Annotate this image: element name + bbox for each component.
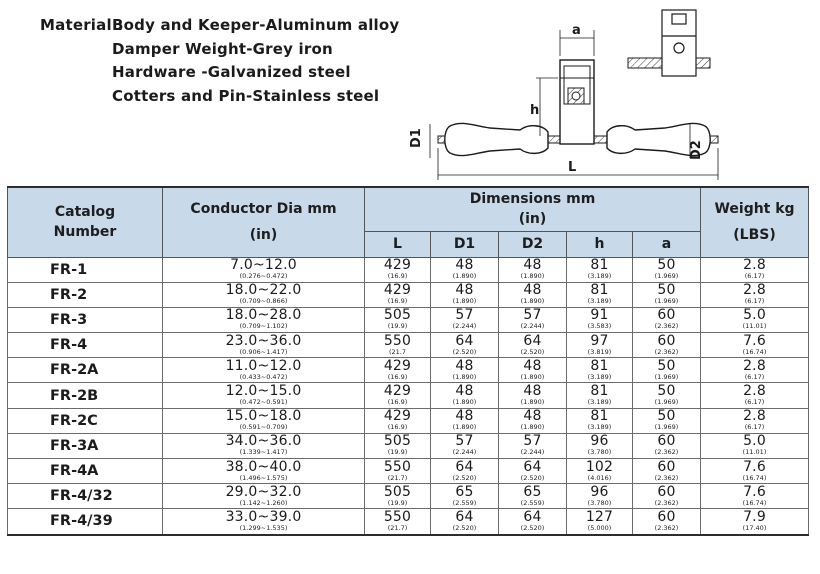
conductor-dia-mm: 33.0~39.0: [225, 508, 302, 525]
dim-l-in: (21.7): [387, 523, 408, 532]
dim-a-cell: [633, 459, 701, 484]
dim-d1-mm: 57: [455, 433, 474, 450]
dim-h-cell: [567, 333, 633, 358]
dim-l-mm: 550: [383, 508, 412, 525]
conductor-dia-in: (0.709~1.102): [239, 322, 288, 331]
dim-a-mm: 50: [657, 357, 676, 374]
dim-d2-in: (2.244): [520, 322, 545, 331]
dim-l-mm: 550: [383, 458, 412, 475]
conductor-dia-in: (1.142~1.260): [239, 498, 288, 507]
damper-drawing: [400, 8, 820, 186]
dim-a-in: (1.969): [654, 372, 679, 381]
weight-in: (16.74): [742, 347, 767, 356]
dim-h-cell: [567, 383, 633, 408]
header-d1: D1: [431, 231, 499, 257]
material-label: [40, 38, 112, 62]
dim-a-in: (2.362): [654, 448, 679, 457]
weight-mm: 2.8: [743, 357, 766, 374]
dim-l-in: (16.9): [387, 272, 408, 281]
dim-h-in: (3.189): [587, 372, 612, 381]
weight-mm: 7.9: [743, 508, 766, 525]
material-value: Hardware -Galvanized steel: [112, 63, 351, 81]
dim-h-mm: 127: [585, 508, 614, 525]
dim-h-mm: 102: [585, 458, 614, 475]
dim-d2-mm: 48: [523, 282, 542, 299]
dim-d2-mm: 65: [523, 483, 542, 500]
dim-d2-in: (1.890): [520, 272, 545, 281]
dim-l-mm: 429: [383, 257, 412, 274]
dim-h-cell: [567, 282, 633, 307]
dim-d1-mm: 48: [455, 257, 474, 274]
weight-mm: 2.8: [743, 408, 766, 425]
spec-table: [7, 186, 809, 536]
weight-cell: [701, 383, 809, 408]
dim-d1-mm: 48: [455, 357, 474, 374]
weight-mm: 5.0: [743, 433, 766, 450]
weight-mm: 2.8: [743, 383, 766, 400]
catalog-number-cell: FR-2B: [8, 383, 163, 408]
conductor-dia-in: (0.709~0.866): [239, 297, 288, 306]
material-value: Damper Weight-Grey iron: [112, 39, 333, 58]
dim-d1-in: (2.520): [452, 347, 477, 356]
dim-d1-mm: 48: [455, 408, 474, 425]
dim-d2-in: (2.559): [520, 498, 545, 507]
dim-d1-cell: [431, 484, 499, 509]
weight-in: (11.01): [742, 322, 767, 331]
material-row: [40, 38, 399, 62]
conductor-dia-cell: [163, 383, 365, 408]
dim-a-mm: 60: [657, 483, 676, 500]
material-row: [40, 14, 399, 38]
dim-d2-cell: [499, 459, 567, 484]
dim-d1-label: D1: [409, 128, 424, 148]
dim-d2-mm: 48: [523, 257, 542, 274]
dim-a-in: (1.969): [654, 398, 679, 407]
dim-a-cell: [633, 333, 701, 358]
dim-a-cell: [633, 408, 701, 433]
dim-d2-in: (1.890): [520, 297, 545, 306]
dim-d1-in: (1.890): [452, 272, 477, 281]
dim-d1-mm: 64: [455, 458, 474, 475]
conductor-dia-cell: [163, 358, 365, 383]
weight-cell: [701, 484, 809, 509]
dim-d1-mm: 64: [455, 508, 474, 525]
dim-l-cell: [365, 383, 431, 408]
dim-d2-mm: 57: [523, 307, 542, 324]
dim-h-cell: [567, 509, 633, 535]
dim-l-in: (16.9): [387, 372, 408, 381]
header-dimensions-text: Dimensions mm: [469, 191, 596, 208]
dim-a-mm: 50: [657, 257, 676, 274]
dim-d2-label: D2: [689, 140, 704, 160]
weight-mm: 7.6: [743, 332, 766, 349]
weight-cell: [701, 257, 809, 282]
dim-a-in: (2.362): [654, 347, 679, 356]
dim-d2-cell: [499, 333, 567, 358]
dim-h-mm: 81: [590, 408, 609, 425]
dim-d1-cell: [431, 408, 499, 433]
dim-d1-in: (2.244): [452, 448, 477, 457]
header-weight-unit: (LBS): [733, 227, 776, 244]
weight-cell: [701, 509, 809, 535]
dim-l-mm: 550: [383, 332, 412, 349]
dim-h-cell: [567, 257, 633, 282]
header-dimensions: [365, 187, 701, 231]
table-row: [8, 383, 809, 408]
conductor-dia-in: (0.276~0.472): [239, 272, 288, 281]
catalog-number-cell: FR-2C: [8, 408, 163, 433]
dim-d2-in: (1.890): [520, 372, 545, 381]
dim-l-in: (19.9): [387, 322, 408, 331]
dim-l-in: (21.7): [387, 473, 408, 482]
dim-a-mm: 60: [657, 433, 676, 450]
header-conductor: [163, 187, 365, 257]
dim-a-in: (2.362): [654, 523, 679, 532]
conductor-dia-in: (0.906~1.417): [239, 347, 288, 356]
weight-in: (11.01): [742, 448, 767, 457]
dim-h-in: (3.583): [587, 322, 612, 331]
conductor-dia-cell: [163, 307, 365, 332]
dim-l-cell: [365, 358, 431, 383]
dim-l-in: (19.9): [387, 448, 408, 457]
dim-a-cell: [633, 433, 701, 458]
dim-l-cell: [365, 257, 431, 282]
dim-a-in: (1.969): [654, 272, 679, 281]
conductor-dia-cell: [163, 433, 365, 458]
dim-d1-cell: [431, 509, 499, 535]
dim-d2-cell: [499, 433, 567, 458]
header-weight: [701, 187, 809, 257]
conductor-dia-cell: [163, 408, 365, 433]
header-a: a: [633, 231, 701, 257]
catalog-number-cell: FR-4A: [8, 459, 163, 484]
catalog-number-cell: FR-4: [8, 333, 163, 358]
weight-cell: [701, 408, 809, 433]
dim-d2-in: (2.244): [520, 448, 545, 457]
dim-l-mm: 429: [383, 357, 412, 374]
dim-d2-in: (2.520): [520, 347, 545, 356]
weight-in: (6.17): [744, 272, 765, 281]
conductor-dia-cell: [163, 509, 365, 535]
dim-d1-in: (1.890): [452, 398, 477, 407]
conductor-dia-mm: 15.0~18.0: [225, 408, 302, 425]
conductor-dia-in: (1.339~1.417): [239, 448, 288, 457]
dim-d1-cell: [431, 307, 499, 332]
dim-l-in: (21.7: [388, 347, 406, 356]
dim-d2-cell: [499, 358, 567, 383]
side-view: [628, 10, 710, 76]
dim-d2-cell: [499, 484, 567, 509]
catalog-number-cell: FR-3A: [8, 433, 163, 458]
table-row: [8, 282, 809, 307]
dim-d1-cell: [431, 383, 499, 408]
dim-a-cell: [633, 383, 701, 408]
header-h: h: [567, 231, 633, 257]
dim-a-in: (1.969): [654, 423, 679, 432]
dim-d2-mm: 48: [523, 408, 542, 425]
dim-d2-mm: 48: [523, 357, 542, 374]
weight-mm: 7.6: [743, 483, 766, 500]
material-row: [40, 61, 399, 85]
dim-h-cell: [567, 459, 633, 484]
dim-a-mm: 60: [657, 307, 676, 324]
catalog-number-cell: FR-2: [8, 282, 163, 307]
weight-cell: [701, 307, 809, 332]
dim-d1-cell: [431, 282, 499, 307]
header-conductor-unit: (in): [249, 227, 278, 244]
dim-h-in: (3.780): [587, 498, 612, 507]
dim-d2-mm: 64: [523, 458, 542, 475]
table-row: [8, 459, 809, 484]
table-row: [8, 433, 809, 458]
conductor-dia-mm: 18.0~22.0: [225, 282, 302, 299]
dim-a-cell: [633, 307, 701, 332]
dim-l-cell: [365, 484, 431, 509]
dim-l-cell: [365, 307, 431, 332]
dim-d1-cell: [431, 333, 499, 358]
dim-l-in: (16.9): [387, 423, 408, 432]
weight-in: (6.17): [744, 423, 765, 432]
table-row: [8, 509, 809, 535]
conductor-dia-cell: [163, 484, 365, 509]
dim-d2-in: (2.520): [520, 473, 545, 482]
dim-d2-in: (1.890): [520, 398, 545, 407]
weight-in: (6.17): [744, 372, 765, 381]
weight-in: (6.17): [744, 398, 765, 407]
header-catalog: [8, 187, 163, 257]
conductor-dia-in: (0.433~0.472): [239, 372, 288, 381]
dim-h-mm: 96: [590, 433, 609, 450]
dim-d1-cell: [431, 459, 499, 484]
material-list: [40, 14, 399, 108]
weight-in: (16.74): [742, 473, 767, 482]
dim-d2-in: (1.890): [520, 423, 545, 432]
table-row: [8, 307, 809, 332]
dim-h-label: h: [530, 103, 540, 118]
weight-cell: [701, 282, 809, 307]
dim-d1-mm: 48: [455, 383, 474, 400]
dim-a-mm: 60: [657, 458, 676, 475]
material-label: Material :: [40, 16, 124, 34]
dim-h-in: (3.189): [587, 398, 612, 407]
dim-h-cell: [567, 408, 633, 433]
dim-h-in: (3.780): [587, 448, 612, 457]
dim-l-mm: 505: [383, 307, 412, 324]
conductor-dia-in: (0.591~0.709): [239, 423, 288, 432]
table-row: [8, 484, 809, 509]
conductor-dia-mm: 23.0~36.0: [225, 332, 302, 349]
dim-d1-cell: [431, 358, 499, 383]
weight-mm: 2.8: [743, 282, 766, 299]
catalog-number-cell: FR-4/39: [8, 509, 163, 535]
dim-h-mm: 97: [590, 332, 609, 349]
dim-l-in: (16.9): [387, 398, 408, 407]
catalog-number-cell: FR-4/32: [8, 484, 163, 509]
dim-d1-mm: 64: [455, 332, 474, 349]
conductor-dia-in: (0.472~0.591): [239, 398, 288, 407]
dim-l-cell: [365, 433, 431, 458]
conductor-dia-mm: 11.0~12.0: [225, 357, 302, 374]
conductor-dia-mm: 38.0~40.0: [225, 458, 302, 475]
conductor-dia-mm: 29.0~32.0: [225, 483, 302, 500]
dim-d2-cell: [499, 307, 567, 332]
weight-mm: 2.8: [743, 257, 766, 274]
weight-cell: [701, 459, 809, 484]
conductor-dia-mm: 12.0~15.0: [225, 383, 302, 400]
dim-d2-cell: [499, 408, 567, 433]
header-dimensions-unit: (in): [518, 211, 547, 228]
dim-h-mm: 91: [590, 307, 609, 324]
dim-h-mm: 81: [590, 357, 609, 374]
dim-d2-cell: [499, 383, 567, 408]
header-d2: D2: [499, 231, 567, 257]
dim-d1-in: (2.244): [452, 322, 477, 331]
dim-d1-in: (1.890): [452, 423, 477, 432]
dim-h-mm: 81: [590, 257, 609, 274]
material-value: Body and Keeper-Aluminum alloy: [112, 16, 400, 34]
table-row: [8, 358, 809, 383]
conductor-dia-mm: 18.0~28.0: [225, 307, 302, 324]
dim-h-cell: [567, 484, 633, 509]
dim-h-in: (3.189): [587, 423, 612, 432]
dim-a-cell: [633, 282, 701, 307]
dim-d2-mm: 64: [523, 508, 542, 525]
dim-d2-cell: [499, 509, 567, 535]
dim-l-cell: [365, 459, 431, 484]
dim-a-mm: 50: [657, 282, 676, 299]
dim-l-label: L: [568, 160, 577, 175]
weight-cell: [701, 333, 809, 358]
dim-l-cell: [365, 333, 431, 358]
dim-d1-in: (2.520): [452, 473, 477, 482]
dim-a-in: (1.969): [654, 297, 679, 306]
dim-a-mm: 50: [657, 408, 676, 425]
material-value: Cotters and Pin-Stainless steel: [112, 86, 380, 105]
table-row: [8, 257, 809, 282]
conductor-dia-mm: 7.0~12.0: [230, 257, 297, 274]
dim-h-in: (3.819): [587, 347, 612, 356]
conductor-dia-cell: [163, 282, 365, 307]
material-label: [40, 85, 112, 109]
catalog-number-cell: FR-1: [8, 257, 163, 282]
spec-table-body: [8, 257, 809, 535]
conductor-dia-cell: [163, 333, 365, 358]
dim-a-cell: [633, 358, 701, 383]
table-row: [8, 333, 809, 358]
catalog-number-cell: FR-2A: [8, 358, 163, 383]
header-conductor-text: Conductor Dia mm: [190, 201, 337, 218]
conductor-dia-cell: [163, 459, 365, 484]
dim-a-mm: 60: [657, 508, 676, 525]
conductor-dia-mm: 34.0~36.0: [225, 433, 302, 450]
dim-d2-mm: 64: [523, 332, 542, 349]
dim-a-in: (2.362): [654, 473, 679, 482]
dim-h-in: (5.000): [587, 523, 612, 532]
table-row: [8, 408, 809, 433]
dim-l-cell: [365, 509, 431, 535]
dim-l-in: (16.9): [387, 297, 408, 306]
dim-h-mm: 81: [590, 383, 609, 400]
weight-cell: [701, 358, 809, 383]
dim-h-mm: 81: [590, 282, 609, 299]
dim-h-in: (3.189): [587, 297, 612, 306]
dim-h-cell: [567, 307, 633, 332]
dim-h-mm: 96: [590, 483, 609, 500]
dim-l-mm: 429: [383, 408, 412, 425]
dim-h-cell: [567, 358, 633, 383]
dim-d2-mm: 57: [523, 433, 542, 450]
dim-h-in: (4.016): [587, 473, 612, 482]
material-row: [40, 85, 399, 109]
header-catalog-text: Catalog Number: [53, 204, 117, 241]
dim-d1-in: (2.559): [452, 498, 477, 507]
dim-a-mm: 60: [657, 332, 676, 349]
weight-in: (17.40): [742, 523, 767, 532]
conductor-dia-in: (1.299~1.535): [239, 523, 288, 532]
conductor-dia-cell: [163, 257, 365, 282]
dim-h-in: (3.189): [587, 272, 612, 281]
dim-d1-cell: [431, 257, 499, 282]
dim-d1-in: (1.890): [452, 297, 477, 306]
dim-l-mm: 505: [383, 483, 412, 500]
dim-a-mm: 50: [657, 383, 676, 400]
dim-l-in: (19.9): [387, 498, 408, 507]
dim-d2-cell: [499, 282, 567, 307]
material-label: [40, 61, 112, 85]
dim-a-cell: [633, 484, 701, 509]
dim-l-mm: 429: [383, 282, 412, 299]
dim-l-mm: 505: [383, 433, 412, 450]
header-l: L: [365, 231, 431, 257]
dim-d1-cell: [431, 433, 499, 458]
weight-mm: 7.6: [743, 458, 766, 475]
header-weight-text: Weight kg: [714, 201, 795, 218]
dim-d1-in: (1.890): [452, 372, 477, 381]
dim-a-cell: [633, 509, 701, 535]
catalog-number-cell: FR-3: [8, 307, 163, 332]
dim-a-label: a: [572, 23, 581, 38]
dim-d2-mm: 48: [523, 383, 542, 400]
dim-d1-mm: 57: [455, 307, 474, 324]
dim-l-cell: [365, 408, 431, 433]
dim-l-mm: 429: [383, 383, 412, 400]
dim-h-cell: [567, 433, 633, 458]
dim-a-cell: [633, 257, 701, 282]
weight-mm: 5.0: [743, 307, 766, 324]
dim-d1-in: (2.520): [452, 523, 477, 532]
weight-in: (16.74): [742, 498, 767, 507]
dim-a-in: (2.362): [654, 322, 679, 331]
dim-a-in: (2.362): [654, 498, 679, 507]
dim-l-cell: [365, 282, 431, 307]
dim-d2-cell: [499, 257, 567, 282]
dim-d2-in: (2.520): [520, 523, 545, 532]
dim-d1-mm: 65: [455, 483, 474, 500]
weight-in: (6.17): [744, 297, 765, 306]
conductor-dia-in: (1.496~1.575): [239, 473, 288, 482]
dim-d1-mm: 48: [455, 282, 474, 299]
weight-cell: [701, 433, 809, 458]
